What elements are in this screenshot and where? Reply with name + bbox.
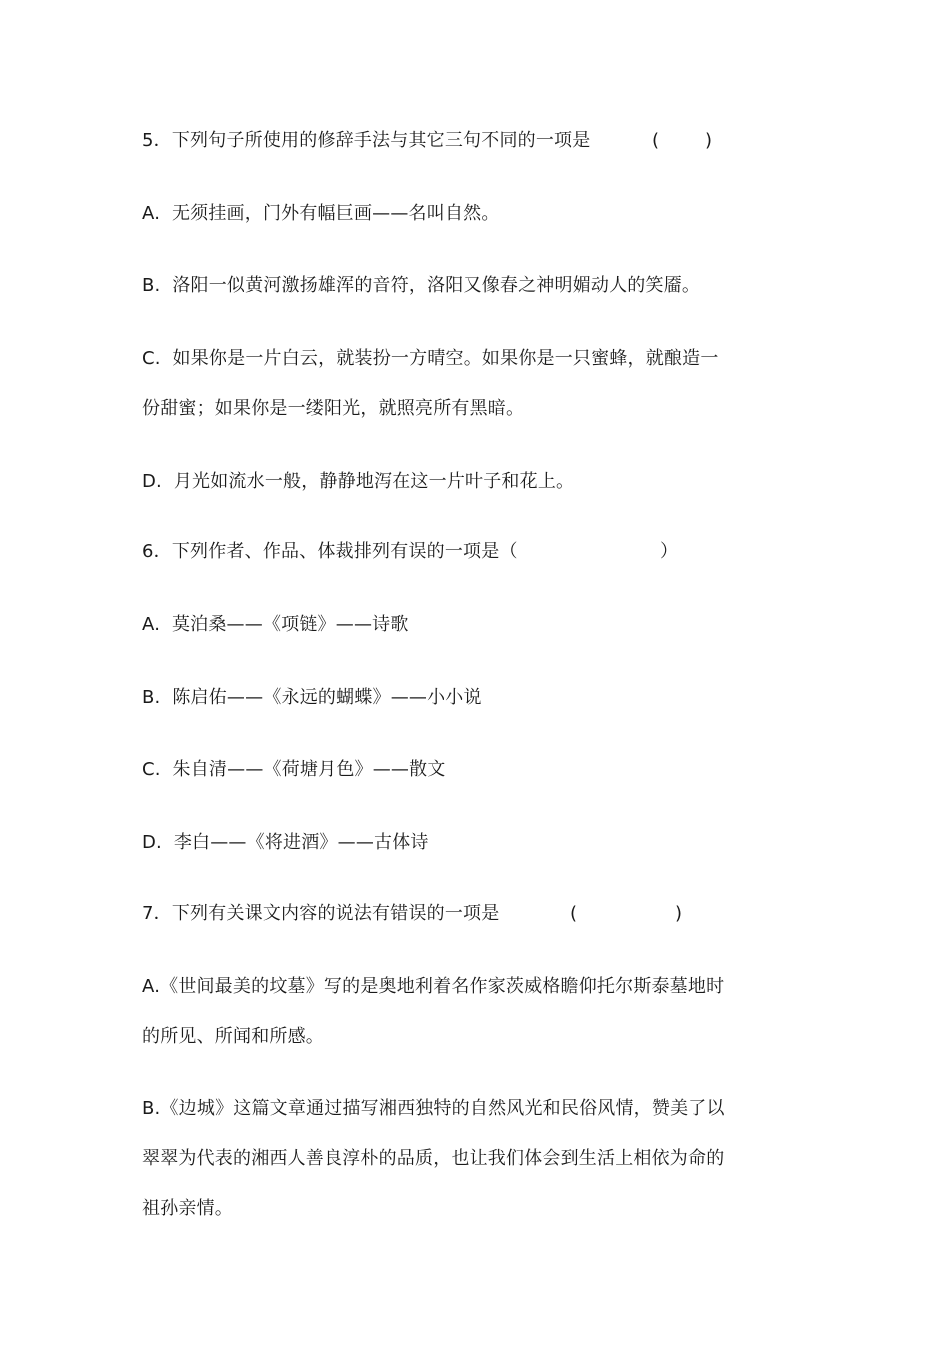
question-5-option-c-line-2: 份甜蜜；如果你是一缕阳光，就照亮所有黑暗。 [142,398,525,419]
question-5-stem: 5．下列句子所使用的修辞手法与其它三句不同的一项是 [142,130,591,151]
question-5-answer-paren-close: ) [705,130,713,151]
question-6-option-a: A. 莫泊桑——《项链》——诗歌 [142,614,409,635]
question-7-answer-paren-close: ) [675,903,683,924]
question-7-option-b-line-3: 祖孙亲情。 [142,1198,233,1219]
question-5-option-d: D. 月光如流水一般，静静地泻在这一片叶子和花上。 [142,471,575,492]
question-5-answer-paren-open: ( [652,130,660,151]
question-6-answer-paren-close: ） [660,541,678,562]
question-7-option-a-line-1: A.《世间最美的坟墓》写的是奥地利着名作家茨威格瞻仰托尔斯泰墓地时 [142,976,725,997]
question-7-answer-paren-open: ( [570,903,578,924]
question-6-option-c: C. 朱自清——《荷塘月色》——散文 [142,759,446,780]
question-5-option-a: A. 无须挂画，门外有幅巨画——名叫自然。 [142,203,500,224]
question-6-option-d: D. 李白——《将进酒》——古体诗 [142,832,429,853]
question-5-option-b: B. 洛阳一似黄河激扬雄浑的音符，洛阳又像春之神明媚动人的笑靥。 [142,275,701,296]
question-7-option-a-line-2: 的所见、所闻和所感。 [142,1026,324,1047]
question-7-option-b-line-1: B.《边城》这篇文章通过描写湘西独特的自然风光和民俗风情，赞美了以 [142,1098,725,1119]
question-7-option-b-line-2: 翠翠为代表的湘西人善良淳朴的品质，也让我们体会到生活上相依为命的 [142,1148,725,1169]
question-5-option-c-line-1: C. 如果你是一片白云，就装扮一方晴空。如果你是一只蜜蜂，就酿造一 [142,348,719,369]
question-7-stem: 7．下列有关课文内容的说法有错误的一项是 [142,903,500,924]
question-6-stem: 6．下列作者、作品、体裁排列有误的一项是（ [142,541,518,562]
question-6-option-b: B. 陈启佑——《永远的蝴蝶》——小小说 [142,687,482,708]
